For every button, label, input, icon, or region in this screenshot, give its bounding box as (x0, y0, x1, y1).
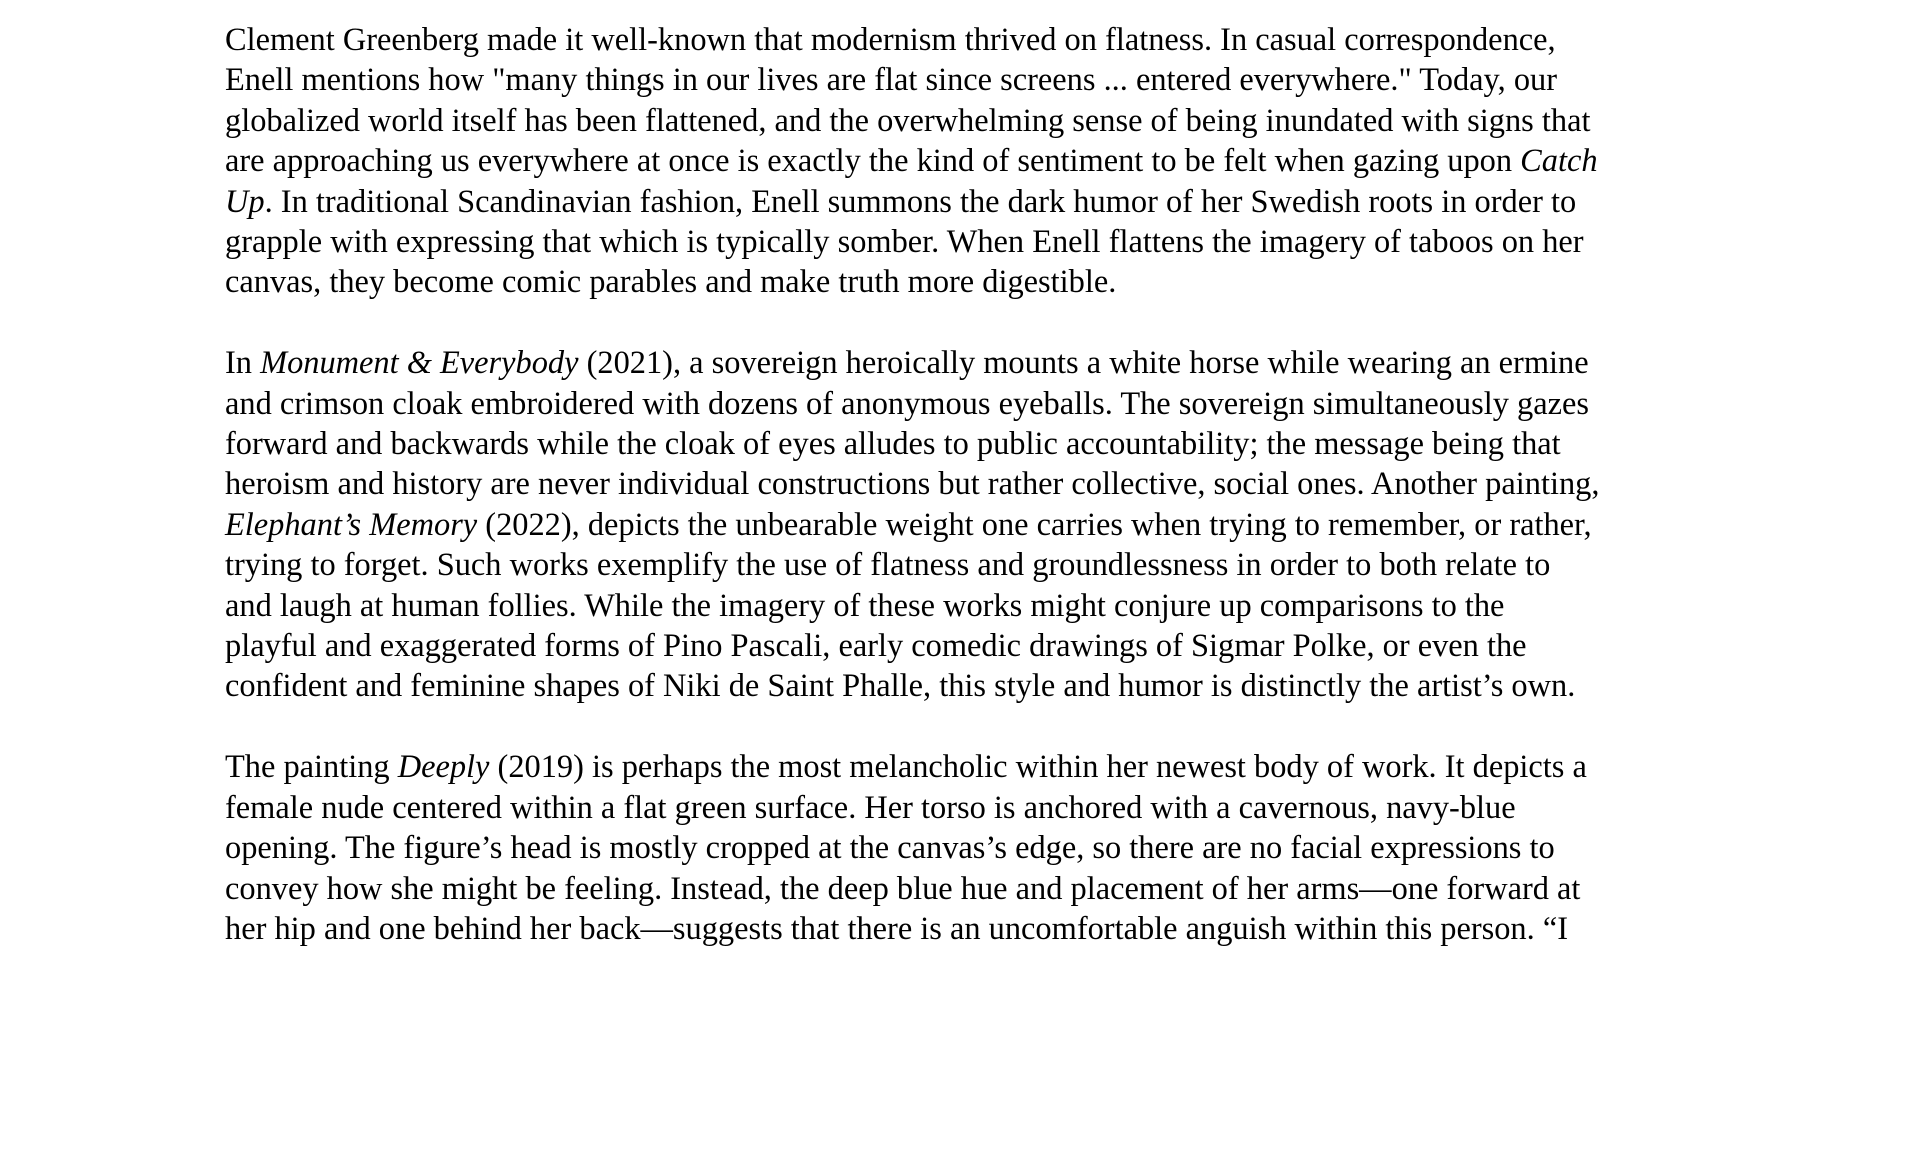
paragraph (225, 20, 1725, 303)
text-line (225, 626, 1725, 666)
paragraph (225, 343, 1725, 707)
text-run: convey how she might be feeling. Instead, the deep blue hue and placement of her arms—one forward at (225, 870, 1581, 907)
text-run: (2022), depicts the unbearable weight one carries when trying to remember, or rather, (477, 506, 1592, 543)
text-run: confident and feminine shapes of Niki de Saint Phalle, this style and humor is distinctly the artist’s own. (225, 668, 1576, 705)
text-run: heroism and history are never individual constructions but rather collective, social ones. Another painting, (225, 466, 1600, 503)
text-line (225, 586, 1725, 626)
text-run: Clement Greenberg made it well-known that modernism thrived on flatness. In casual correspondence, (225, 22, 1556, 58)
text-line (225, 464, 1725, 504)
text-run: female nude centered within a flat green surface. Her torso is anchored with a cavernous, navy-blue (225, 789, 1516, 826)
text-run: playful and exaggerated forms of Pino Pascali, early comedic drawings of Sigmar Polke, or even the (225, 628, 1527, 665)
text-run: her hip and one behind her back—suggests that there is an uncomfortable anguish within this person. “I (225, 910, 1568, 947)
paragraph (225, 747, 1725, 949)
text-line (225, 262, 1725, 302)
text-line (225, 182, 1725, 222)
text-run: forward and backwards while the cloak of eyes alludes to public accountability; the message being that (225, 426, 1561, 463)
text-line (225, 222, 1725, 262)
text-line (225, 343, 1725, 383)
text-line (225, 141, 1725, 181)
text-run: (2021), a sovereign heroically mounts a white horse while wearing an ermine (578, 345, 1589, 382)
text-run: In (225, 345, 261, 382)
text-run: . In traditional Scandinavian fashion, Enell summons the dark humor of her Swedish roots in order to (264, 183, 1577, 220)
italic-title-text: Elephant’s Memory (225, 506, 478, 543)
text-line (225, 384, 1725, 424)
text-line (225, 505, 1725, 545)
text-line (225, 747, 1725, 787)
text-line (225, 828, 1725, 868)
text-run: (2019) is perhaps the most melancholic within her newest body of work. It depicts a (489, 749, 1587, 786)
text-run: trying to forget. Such works exemplify the use of flatness and groundlessness in order to both relate to (225, 547, 1551, 584)
text-line (225, 20, 1725, 60)
text-run: grapple with expressing that which is typically somber. When Enell flattens the imagery of taboos on her (225, 224, 1584, 261)
text-run: Enell mentions how "many things in our lives are flat since screens ... entered everywhere." Today, our (225, 62, 1558, 99)
text-run: are approaching us everywhere at once is exactly the kind of sentiment to be felt when gazing upon (225, 143, 1521, 180)
text-line (225, 666, 1725, 706)
text-run: globalized world itself has been flattened, and the overwhelming sense of being inundated with signs that (225, 102, 1591, 139)
italic-title-text: Up (225, 183, 265, 220)
italic-title-text: Catch (1520, 143, 1598, 180)
text-line (225, 424, 1725, 464)
text-line (225, 545, 1725, 585)
text-line (225, 909, 1725, 949)
text-run: and crimson cloak embroidered with dozens of anonymous eyeballs. The sovereign simultaneously gazes (225, 385, 1589, 422)
italic-title-text: Monument & Everybody (260, 345, 579, 382)
text-run: The painting (225, 749, 398, 786)
text-run: opening. The figure’s head is mostly cropped at the canvas’s edge, so there are no facial expressions to (225, 830, 1555, 867)
text-line (225, 60, 1725, 100)
italic-title-text: Deeply (397, 749, 490, 786)
document-page (225, 20, 1725, 990)
text-run: canvas, they become comic parables and make truth more digestible. (225, 264, 1117, 301)
text-line (225, 869, 1725, 909)
text-line (225, 101, 1725, 141)
text-run: and laugh at human follies. While the imagery of these works might conjure up comparisons to the (225, 587, 1505, 624)
text-line (225, 788, 1725, 828)
